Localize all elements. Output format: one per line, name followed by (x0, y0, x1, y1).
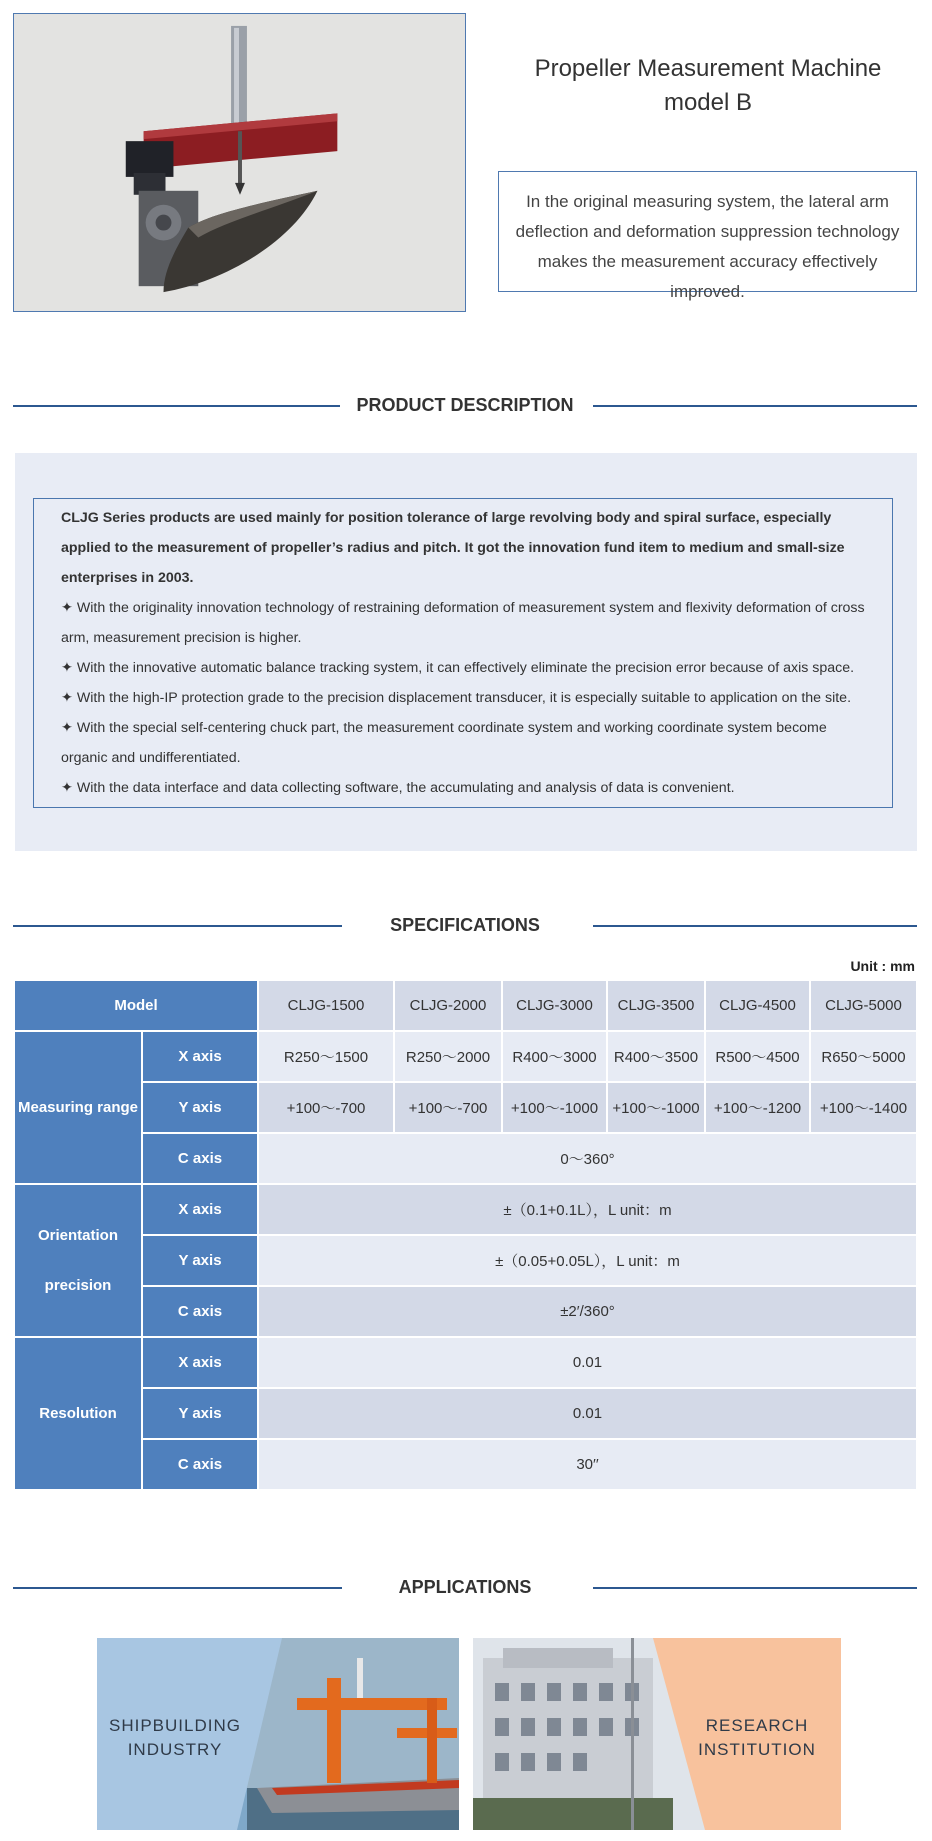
value-cell: +100～-700 (394, 1082, 502, 1133)
section-title: APPLICATIONS (398, 1577, 532, 1597)
axis-label: X axis (142, 1184, 258, 1235)
description-bullet: ✦ With the innovative automatic balance tracking system, it can effectively eliminate the precision error because of axis space. (61, 660, 855, 676)
group-label-line: Orientation (37, 1226, 118, 1244)
value-cell: R400～3500 (607, 1031, 705, 1082)
value-cell: R250～1500 (258, 1031, 394, 1082)
value-cell: ±（0.05+0.05L），L unit：m (258, 1235, 917, 1286)
value-cell: R650～5000 (810, 1031, 917, 1082)
value-cell: +100～-1400 (810, 1082, 917, 1133)
table-row (14, 980, 917, 1031)
section-header-description (13, 390, 917, 420)
section-title: SPECIFICATIONS (390, 915, 540, 935)
group-orientation-precision (14, 1184, 142, 1337)
value-cell: R250～2000 (394, 1031, 502, 1082)
value-cell: ±2′/360° (258, 1286, 917, 1337)
axis-label: X axis (142, 1337, 258, 1388)
description-bullet: ✦ With the data interface and data collecting software, the accumulating and analysis of data is convenient. (61, 780, 735, 796)
value-cell: R400～3000 (502, 1031, 607, 1082)
label-line: SHIPBUILDING (109, 1716, 241, 1735)
section-title: PRODUCT DESCRIPTION (356, 395, 574, 415)
table-row (14, 1235, 917, 1286)
group-label-line: precision (44, 1276, 112, 1294)
value-cell: 0.01 (258, 1388, 917, 1439)
axis-label: Y axis (142, 1388, 258, 1439)
description-panel (15, 453, 917, 851)
table-row (14, 1337, 917, 1388)
product-intro: In the original measuring system, the lateral arm deflection and deformation suppression technology makes the measurement accuracy effectively improved. (498, 171, 917, 292)
table-row (14, 1133, 917, 1184)
table-row (14, 1439, 917, 1490)
value-cell: 0.01 (258, 1337, 917, 1388)
axis-label: Y axis (142, 1235, 258, 1286)
value-cell: +100～-1000 (502, 1082, 607, 1133)
table-row (14, 1388, 917, 1439)
model-cell: CLJG-2000 (394, 980, 502, 1031)
description-lead: CLJG Series products are used mainly for position tolerance of large revolving body and spiral surface, especially applied to the measurement of propeller’s radius and pitch. It got the innovation fund item to medium and small-size enterprises in 2003. (61, 510, 845, 586)
axis-label: C axis (142, 1439, 258, 1490)
application-card-research[interactable] (473, 1638, 841, 1830)
description-bullet: ✦ With the originality innovation technology of restraining deformation of measurement system and flexivity deformation of cross arm, measurement precision is higher. (61, 600, 865, 646)
value-cell: ±（0.1+0.1L），L unit：m (258, 1184, 917, 1235)
unit-note: Unit : mm (850, 958, 915, 974)
model-cell: CLJG-5000 (810, 980, 917, 1031)
description-bullet: ✦ With the special self-centering chuck part, the measurement coordinate system and working coordinate system become organic and undifferentiated. (61, 720, 827, 766)
section-header-specifications (13, 910, 917, 940)
value-cell: +100～-700 (258, 1082, 394, 1133)
value-cell: +100～-1200 (705, 1082, 810, 1133)
table-row (14, 1082, 917, 1133)
model-header: Model (14, 980, 258, 1031)
group-resolution: Resolution (14, 1337, 142, 1490)
group-measuring-range: Measuring range (14, 1031, 142, 1184)
model-cell: CLJG-3000 (502, 980, 607, 1031)
application-label (105, 1714, 245, 1762)
label-line: RESEARCH (705, 1716, 809, 1735)
application-label (687, 1714, 827, 1762)
section-header-applications (13, 1572, 917, 1602)
value-cell: 0～360° (258, 1133, 917, 1184)
label-line: INDUSTRY (127, 1740, 223, 1759)
axis-label: C axis (142, 1286, 258, 1337)
label-line: INSTITUTION (698, 1740, 816, 1759)
axis-label: C axis (142, 1133, 258, 1184)
model-cell: CLJG-1500 (258, 980, 394, 1031)
product-photo (13, 13, 466, 312)
value-cell: +100～-1000 (607, 1082, 705, 1133)
model-cell: CLJG-3500 (607, 980, 705, 1031)
table-row (14, 1184, 917, 1235)
table-row (14, 1286, 917, 1337)
value-cell: 30′′ (258, 1439, 917, 1490)
table-row (14, 1031, 917, 1082)
axis-label: X axis (142, 1031, 258, 1082)
description-box (33, 498, 893, 808)
axis-label: Y axis (142, 1082, 258, 1133)
description-bullet: ✦ With the high-IP protection grade to the precision displacement transducer, it is especially suitable to application on the site. (61, 690, 852, 706)
product-title: Propeller Measurement Machine model B (534, 55, 882, 116)
specifications-table (13, 979, 918, 1491)
application-card-shipbuilding[interactable] (97, 1638, 459, 1830)
value-cell: R500～4500 (705, 1031, 810, 1082)
model-cell: CLJG-4500 (705, 980, 810, 1031)
propeller-machine-image (14, 14, 465, 311)
